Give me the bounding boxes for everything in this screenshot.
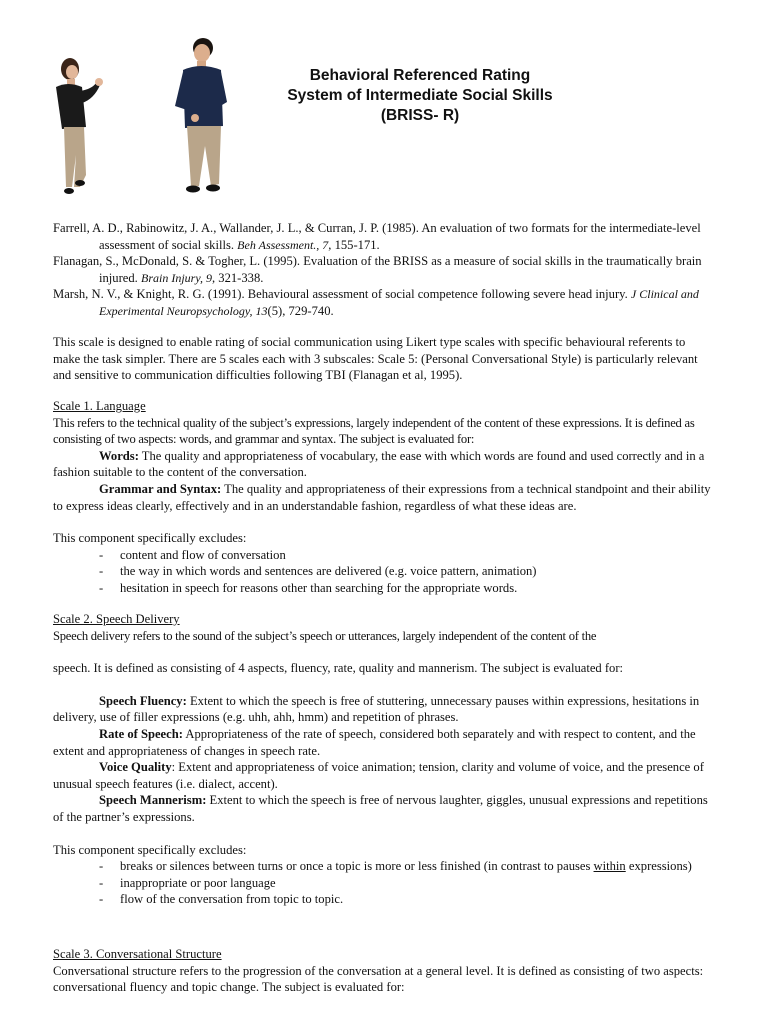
- scale-2-section: [53, 611, 718, 908]
- reference-item: [53, 220, 713, 253]
- bullet-dash: -: [99, 580, 104, 595]
- bullet-dash: -: [99, 875, 104, 890]
- scale-3-heading: Scale 3. Conversational Structure: [53, 947, 222, 961]
- reference-text: Farrell, A. D., Rabinowitz, J. A., Wallander, J. L., & Curran, J. P. (1985). An evaluation of two formats for the intermediate-level assessment of social skills.: [53, 221, 701, 252]
- scale-2-excludes-list: [53, 858, 718, 908]
- rate-paragraph: [53, 726, 718, 759]
- words-text: The quality and appropriateness of vocabulary, the ease with which words are found and used correctly and in a fashion suitable to the content of the conversation.: [53, 448, 705, 480]
- scale-3-description: Conversational structure refers to the progression of the conversation at a general level. It is defined as consisting of two aspects: conversational fluency and topic change. The subject is evaluated for:: [53, 963, 704, 995]
- person-figure-right: [165, 36, 235, 201]
- reference-journal: J Clinical and Experimental Neuropsychology, 13: [99, 287, 699, 318]
- list-item-underlined: within: [593, 859, 626, 874]
- reference-pages: , 155-171.: [328, 237, 380, 252]
- document-title: [230, 66, 610, 126]
- voice-label: Voice Quality: [99, 760, 172, 775]
- title-line-3: (BRISS- R): [380, 107, 460, 124]
- intro-paragraph: This scale is designed to enable rating of social communication using Likert type scales with specific behavioural referents to make the task simpler. There are 5 scales each with 3 subscales: Scale 5: (Personal Conversational Style) is particularly relevant and sensitive to communication difficulties following TBI (Flanagan et al, 1995).: [53, 335, 698, 383]
- grammar-paragraph: [53, 481, 718, 514]
- scale-2-description-2: speech. It is defined as consisting of 4 aspects, fluency, rate, quality and mannerism. The subject is evaluated for:: [53, 661, 624, 676]
- list-item: [53, 547, 718, 564]
- reference-text: Marsh, N. V., & Knight, R. G. (1991). Behavioural assessment of social competence following severe head injury.: [53, 287, 631, 302]
- fluency-paragraph: [53, 693, 718, 726]
- reference-item: [53, 286, 713, 319]
- reference-pages: (5), 729-740.: [267, 303, 334, 318]
- list-item-text: flow of the conversation from topic to topic.: [120, 892, 344, 907]
- list-item-text: inappropriate or poor language: [120, 875, 276, 890]
- reference-text: Flanagan, S., McDonald, S. & Togher, L. (1995). Evaluation of the BRISS as a measure of social skills in the traumatically brain injured.: [53, 254, 702, 285]
- fluency-label: Speech Fluency:: [99, 693, 187, 708]
- grammar-text: The quality and appropriateness of their expressions from a technical standpoint and their ability to express ideas clearly, effectively and in an understandable fashion, regardless of what these ideas are.: [53, 481, 711, 513]
- scale-1-excludes-intro: This component specifically excludes:: [53, 531, 247, 546]
- voice-paragraph: [53, 759, 718, 792]
- mannerism-label: Speech Mannerism:: [99, 793, 207, 808]
- list-item-text: breaks or silences between turns or once a topic is more or less finished (in contrast to pauses: [120, 859, 594, 874]
- title-line-1: Behavioral Referenced Rating: [309, 67, 531, 84]
- list-item-text: expressions): [625, 859, 692, 874]
- scale-2-description-1: Speech delivery refers to the sound of the subject’s speech or utterances, largely independent of the content of the: [53, 628, 597, 643]
- scale-2-excludes-intro: This component specifically excludes:: [53, 842, 247, 857]
- mannerism-paragraph: [53, 792, 718, 825]
- reference-item: [53, 253, 713, 286]
- fluency-text: Extent to which the speech is free of stuttering, unnecessary pauses within expressions, hesitations in delivery, use of filler expressions (e.g. uhh, ahh, hmm) and repetition of phrases.: [53, 693, 700, 725]
- grammar-label: Grammar and Syntax:: [99, 481, 222, 496]
- bullet-dash: -: [99, 859, 104, 874]
- list-item: [53, 563, 718, 580]
- bullet-dash: -: [99, 892, 104, 907]
- mannerism-text: Extent to which the speech is free of nervous laughter, giggles, unusual expressions and repetitions of the partner’s expressions.: [53, 793, 708, 824]
- list-item: [53, 891, 718, 908]
- scale-2-heading: Scale 2. Speech Delivery: [53, 612, 180, 626]
- list-item-text: hesitation in speech for reasons other than searching for the appropriate words.: [120, 580, 518, 595]
- words-paragraph: [53, 448, 718, 481]
- bullet-dash: -: [99, 547, 104, 562]
- list-item-text: content and flow of conversation: [120, 547, 286, 562]
- scale-1-section: [53, 398, 718, 597]
- reference-pages: , 321-338.: [211, 270, 264, 285]
- words-label: Words:: [99, 448, 139, 463]
- reference-journal: Brain Injury, 9: [140, 270, 212, 285]
- rate-text: Appropriateness of the rate of speech, considered both separately and with respect to content, and the extent and appropriateness of changes in speech rate.: [53, 726, 696, 758]
- scale-3-section: [53, 946, 718, 996]
- person-figure-left: [50, 55, 110, 205]
- title-line-2: System of Intermediate Social Skills: [287, 87, 553, 104]
- reference-journal: Beh Assessment., 7: [237, 237, 329, 252]
- references-list: [53, 220, 713, 320]
- scale-1-excludes-list: [53, 547, 718, 597]
- rate-label: Rate of Speech:: [99, 726, 183, 741]
- list-item-text: the way in which words and sentences are delivered (e.g. voice pattern, animation): [120, 564, 537, 579]
- scale-1-heading: Scale 1. Language: [53, 399, 146, 413]
- list-item: [53, 580, 718, 597]
- list-item: [53, 858, 718, 875]
- voice-text: : Extent and appropriateness of voice animation; tension, clarity and volume of voice, and the presence of unusual speech features (i.e. dialect, accent).: [53, 760, 704, 791]
- scale-1-description: This refers to the technical quality of the subject’s expressions, largely independent of the content of these expressions. It is defined as consisting of two aspects: words, and grammar and syntax. The subject is evaluated for:: [53, 415, 695, 447]
- bullet-dash: -: [99, 564, 104, 579]
- list-item: [53, 875, 718, 892]
